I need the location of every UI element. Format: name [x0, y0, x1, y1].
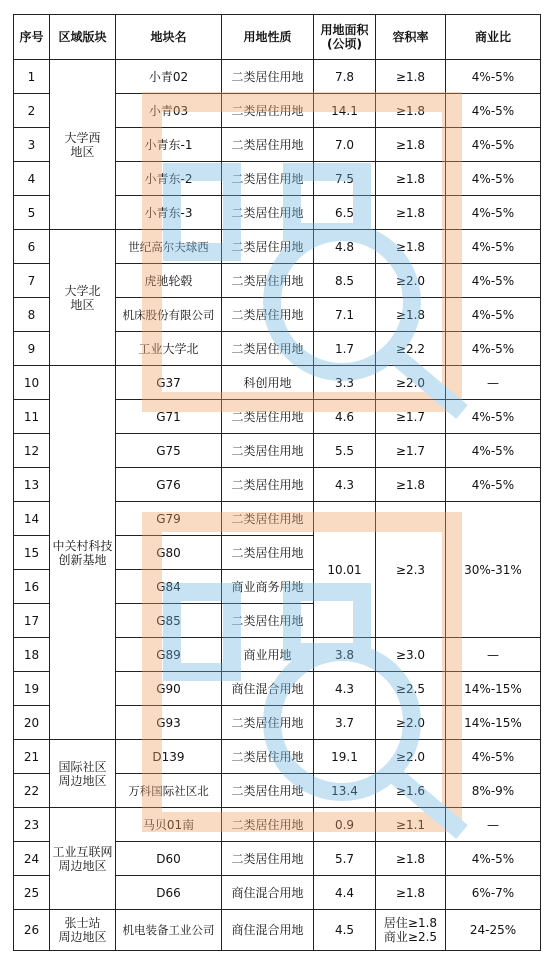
cell-land-use: 二类居住用地 [222, 706, 314, 740]
cell-land-use: 二类居住用地 [222, 842, 314, 876]
cell-ratio: 14%-15% [446, 706, 541, 740]
header-region: 区域版块 [50, 15, 116, 60]
cell-seq: 16 [14, 570, 50, 604]
cell-area: 8.5 [314, 264, 376, 298]
cell-seq: 7 [14, 264, 50, 298]
cell-ratio: 4%-5% [446, 196, 541, 230]
header-area-line1: 用地面积 [320, 23, 369, 37]
cell-seq: 19 [14, 672, 50, 706]
cell-area-merged: 10.01 [314, 502, 376, 638]
cell-far: ≥1.8 [376, 298, 446, 332]
cell-seq: 6 [14, 230, 50, 264]
region-line2: 地区 [70, 144, 95, 159]
far-line1: 居住≥1.8 [383, 916, 438, 930]
cell-parcel: 小青02 [116, 60, 222, 94]
cell-region [50, 740, 116, 808]
cell-ratio: 4%-5% [446, 298, 541, 332]
cell-ratio: 4%-5% [446, 162, 541, 196]
cell-parcel: G37 [116, 366, 222, 400]
cell-ratio: 4%-5% [446, 842, 541, 876]
cell-parcel: G75 [116, 434, 222, 468]
region-line2: 地区 [70, 297, 95, 312]
header-area-line2: (公顷) [327, 37, 362, 51]
cell-region [50, 230, 116, 366]
cell-land-use: 商业商务用地 [222, 570, 314, 604]
cell-seq: 5 [14, 196, 50, 230]
table-row [14, 366, 541, 400]
cell-land-use: 二类居住用地 [222, 400, 314, 434]
table-row [14, 60, 541, 94]
table-row [14, 808, 541, 842]
cell-land-use: 商业用地 [222, 638, 314, 672]
cell-area: 7.8 [314, 60, 376, 94]
header-area [314, 15, 376, 60]
cell-land-use: 二类居住用地 [222, 298, 314, 332]
region-line1: 工业互联网 [52, 844, 113, 859]
cell-parcel: 工业大学北 [116, 332, 222, 366]
header-far: 容积率 [376, 15, 446, 60]
cell-parcel: G71 [116, 400, 222, 434]
cell-parcel: 小青东-3 [116, 196, 222, 230]
cell-seq: 18 [14, 638, 50, 672]
cell-ratio: 4%-5% [446, 468, 541, 502]
cell-far: ≥1.8 [376, 60, 446, 94]
region-line1: 大学西 [64, 130, 101, 145]
cell-ratio: 4%-5% [446, 740, 541, 774]
cell-seq: 3 [14, 128, 50, 162]
cell-area: 7.0 [314, 128, 376, 162]
cell-area: 4.5 [314, 910, 376, 951]
cell-far: ≥1.8 [376, 162, 446, 196]
cell-far-merged: ≥2.3 [376, 502, 446, 638]
cell-parcel: G90 [116, 672, 222, 706]
cell-ratio: — [446, 638, 541, 672]
cell-ratio: 4%-5% [446, 434, 541, 468]
cell-seq: 22 [14, 774, 50, 808]
cell-land-use: 二类居住用地 [222, 536, 314, 570]
header-land-use: 用地性质 [222, 15, 314, 60]
cell-far [376, 910, 446, 951]
region-line1: 国际社区 [58, 759, 107, 774]
cell-seq: 24 [14, 842, 50, 876]
cell-parcel: 机床股份有限公司 [116, 298, 222, 332]
cell-area: 19.1 [314, 740, 376, 774]
cell-area: 4.6 [314, 400, 376, 434]
cell-land-use: 二类居住用地 [222, 60, 314, 94]
cell-far: ≥1.8 [376, 876, 446, 910]
cell-area: 13.4 [314, 774, 376, 808]
region-line1: 大学北 [64, 283, 101, 298]
region-line2: 周边地区 [58, 930, 107, 944]
cell-parcel: 马贝01南 [116, 808, 222, 842]
table-row [14, 230, 541, 264]
cell-ratio: 6%-7% [446, 876, 541, 910]
cell-parcel: 小青03 [116, 94, 222, 128]
cell-area: 7.5 [314, 162, 376, 196]
cell-seq: 21 [14, 740, 50, 774]
cell-area: 3.7 [314, 706, 376, 740]
cell-far: ≥1.8 [376, 230, 446, 264]
region-line2: 周边地区 [58, 773, 107, 788]
cell-land-use: 二类居住用地 [222, 434, 314, 468]
cell-seq: 20 [14, 706, 50, 740]
region-line1: 中关村科技 [52, 538, 113, 553]
header-seq: 序号 [14, 15, 50, 60]
cell-parcel: G76 [116, 468, 222, 502]
cell-parcel: D139 [116, 740, 222, 774]
cell-seq: 26 [14, 910, 50, 951]
cell-parcel: G84 [116, 570, 222, 604]
cell-area: 4.3 [314, 672, 376, 706]
cell-far: ≥2.0 [376, 366, 446, 400]
cell-far: ≥1.8 [376, 842, 446, 876]
region-line2: 周边地区 [58, 858, 107, 873]
cell-ratio: 8%-9% [446, 774, 541, 808]
region-line1: 张士站 [64, 916, 101, 930]
cell-seq: 8 [14, 298, 50, 332]
cell-land-use: 二类居住用地 [222, 230, 314, 264]
cell-far: ≥1.8 [376, 128, 446, 162]
cell-far: ≥2.2 [376, 332, 446, 366]
table-row [14, 740, 541, 774]
cell-far: ≥1.6 [376, 774, 446, 808]
cell-area: 4.4 [314, 876, 376, 910]
cell-far: ≥1.1 [376, 808, 446, 842]
cell-far: ≥1.8 [376, 468, 446, 502]
cell-parcel: G93 [116, 706, 222, 740]
cell-far: ≥2.5 [376, 672, 446, 706]
cell-seq: 11 [14, 400, 50, 434]
cell-ratio: 24-25% [446, 910, 541, 951]
cell-land-use: 商住混合用地 [222, 876, 314, 910]
cell-ratio: 4%-5% [446, 264, 541, 298]
cell-land-use: 商住混合用地 [222, 910, 314, 951]
cell-area: 4.8 [314, 230, 376, 264]
land-parcel-table-container [13, 14, 540, 951]
cell-area: 3.3 [314, 366, 376, 400]
far-line2: 商业≥2.5 [383, 930, 438, 944]
cell-ratio: 4%-5% [446, 94, 541, 128]
cell-area: 6.5 [314, 196, 376, 230]
cell-land-use: 科创用地 [222, 366, 314, 400]
cell-parcel: 世纪高尔夫球西 [116, 230, 222, 264]
land-parcel-table [13, 14, 541, 951]
cell-land-use: 二类居住用地 [222, 332, 314, 366]
cell-area: 14.1 [314, 94, 376, 128]
cell-land-use: 二类居住用地 [222, 740, 314, 774]
cell-ratio: 4%-5% [446, 230, 541, 264]
header-row [14, 15, 541, 60]
cell-area: 5.7 [314, 842, 376, 876]
cell-land-use: 二类居住用地 [222, 468, 314, 502]
cell-parcel: 万科国际社区北 [116, 774, 222, 808]
cell-seq: 14 [14, 502, 50, 536]
cell-region [50, 910, 116, 951]
cell-parcel: D60 [116, 842, 222, 876]
cell-parcel: D66 [116, 876, 222, 910]
cell-land-use: 商住混合用地 [222, 672, 314, 706]
cell-seq: 12 [14, 434, 50, 468]
header-commercial-ratio: 商业比 [446, 15, 541, 60]
cell-ratio: 4%-5% [446, 332, 541, 366]
cell-parcel: G85 [116, 604, 222, 638]
cell-region [50, 366, 116, 740]
cell-area: 3.8 [314, 638, 376, 672]
cell-land-use: 二类居住用地 [222, 128, 314, 162]
cell-seq: 2 [14, 94, 50, 128]
cell-ratio: 4%-5% [446, 400, 541, 434]
cell-land-use: 二类居住用地 [222, 774, 314, 808]
cell-far: ≥2.0 [376, 706, 446, 740]
cell-far: ≥2.0 [376, 264, 446, 298]
cell-seq: 15 [14, 536, 50, 570]
cell-land-use: 二类居住用地 [222, 162, 314, 196]
cell-far: ≥1.7 [376, 434, 446, 468]
cell-region [50, 60, 116, 230]
cell-seq: 17 [14, 604, 50, 638]
cell-parcel: 小青东-1 [116, 128, 222, 162]
cell-ratio: 14%-15% [446, 672, 541, 706]
cell-parcel: G80 [116, 536, 222, 570]
cell-seq: 13 [14, 468, 50, 502]
cell-far: ≥1.8 [376, 94, 446, 128]
cell-seq: 4 [14, 162, 50, 196]
cell-area: 1.7 [314, 332, 376, 366]
cell-far: ≥1.7 [376, 400, 446, 434]
cell-ratio: — [446, 366, 541, 400]
cell-parcel: 机电装备工业公司 [116, 910, 222, 951]
cell-seq: 9 [14, 332, 50, 366]
cell-seq: 23 [14, 808, 50, 842]
cell-land-use: 二类居住用地 [222, 502, 314, 536]
cell-seq: 10 [14, 366, 50, 400]
header-parcel: 地块名 [116, 15, 222, 60]
cell-land-use: 二类居住用地 [222, 264, 314, 298]
cell-area: 7.1 [314, 298, 376, 332]
cell-parcel: G79 [116, 502, 222, 536]
table-row [14, 910, 541, 951]
cell-land-use: 二类居住用地 [222, 808, 314, 842]
region-line2: 创新基地 [58, 552, 107, 567]
cell-parcel: 虎驰轮毂 [116, 264, 222, 298]
cell-parcel: 小青东-2 [116, 162, 222, 196]
cell-far: ≥1.8 [376, 196, 446, 230]
cell-region [50, 808, 116, 910]
cell-area: 0.9 [314, 808, 376, 842]
cell-ratio: 4%-5% [446, 60, 541, 94]
cell-far: ≥3.0 [376, 638, 446, 672]
cell-seq: 1 [14, 60, 50, 94]
cell-ratio: — [446, 808, 541, 842]
cell-land-use: 二类居住用地 [222, 196, 314, 230]
cell-area: 4.3 [314, 468, 376, 502]
cell-ratio: 4%-5% [446, 128, 541, 162]
cell-seq: 25 [14, 876, 50, 910]
cell-far: ≥2.0 [376, 740, 446, 774]
cell-land-use: 二类居住用地 [222, 604, 314, 638]
cell-parcel: G89 [116, 638, 222, 672]
cell-land-use: 二类居住用地 [222, 94, 314, 128]
cell-area: 5.5 [314, 434, 376, 468]
cell-ratio-merged: 30%-31% [446, 502, 541, 638]
